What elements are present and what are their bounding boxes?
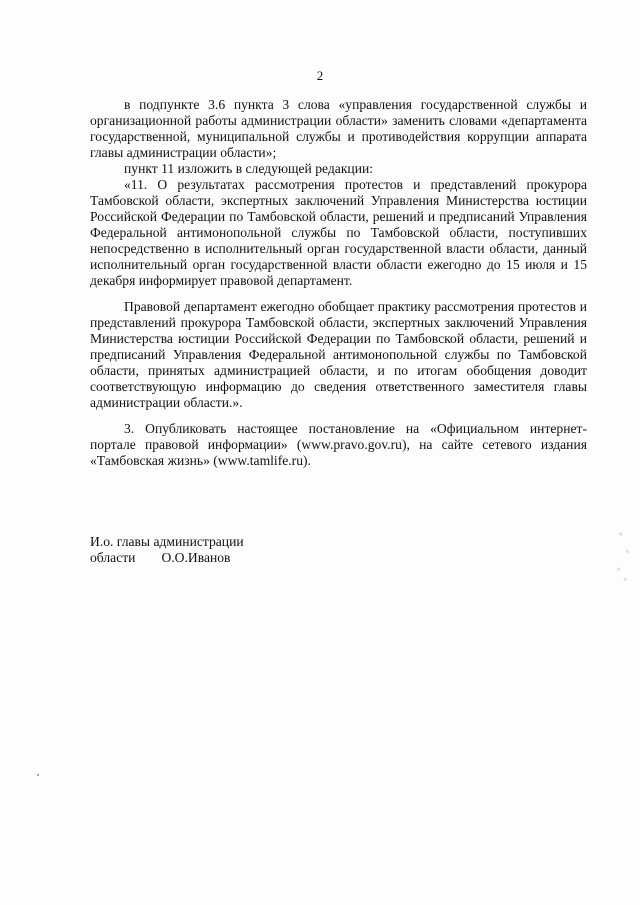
signatory-name: О.О.Иванов: [161, 550, 231, 565]
signature-block: [90, 534, 350, 566]
paragraph-publish: 3. Опубликовать настоящее постановление на «Официальном интернет-портале правовой информации» (www.pravo.gov.ru), на сайте сетевого издания «Тамбовская жизнь» (www.tamlife.ru).: [90, 421, 587, 468]
scan-dot: [37, 774, 39, 776]
paragraph-item-11-text: «11. О результатах рассмотрения протестов и представлений прокурора Тамбовской области, экспертных заключений Управления Министерства юстиции Российской Федерации по Тамбовской области, решений и предписаний Управления Федеральной антимонопольной службы по Тамбовской области, поступивших непосредственно в исполнительный орган государственной власти области, данный исполнительный орган государственной власти области ежегодно до 15 июля и 15 декабря информирует правовой департамент.: [90, 177, 587, 288]
scan-dot: [110, 120, 112, 122]
paragraph-amendment-3-6: в подпункте 3.6 пункта 3 слова «управления государственной службы и организационной работы администрации области» заменить словами «департамента государственной, муниципальной службы и противодействия коррупции аппарата главы администрации области»;: [90, 97, 587, 160]
scan-artifact: [612, 520, 634, 590]
paragraph-legal-department: Правовой департамент ежегодно обобщает практику рассмотрения протестов и представлений прокурора Тамбовской области, экспертных заключений Управления Министерства юстиции Российской Федерации по Тамбовской области, решений и предписаний Управления Федеральной антимонопольной службы по Тамбовской области, принятых администрацией области, и по итогам обобщения доводит соответствующую информацию до сведения ответственного заместителя главы администрации области.».: [90, 299, 587, 410]
signature-line2: [90, 550, 350, 566]
page-number: 2: [316, 68, 324, 83]
paragraph-item-11-intro: пункт 11 изложить в следующей редакции:: [124, 161, 374, 176]
document-body: [90, 97, 587, 469]
signature-title-line1: И.о. главы администрации: [90, 534, 244, 549]
signature-title-line2: области: [90, 550, 136, 565]
